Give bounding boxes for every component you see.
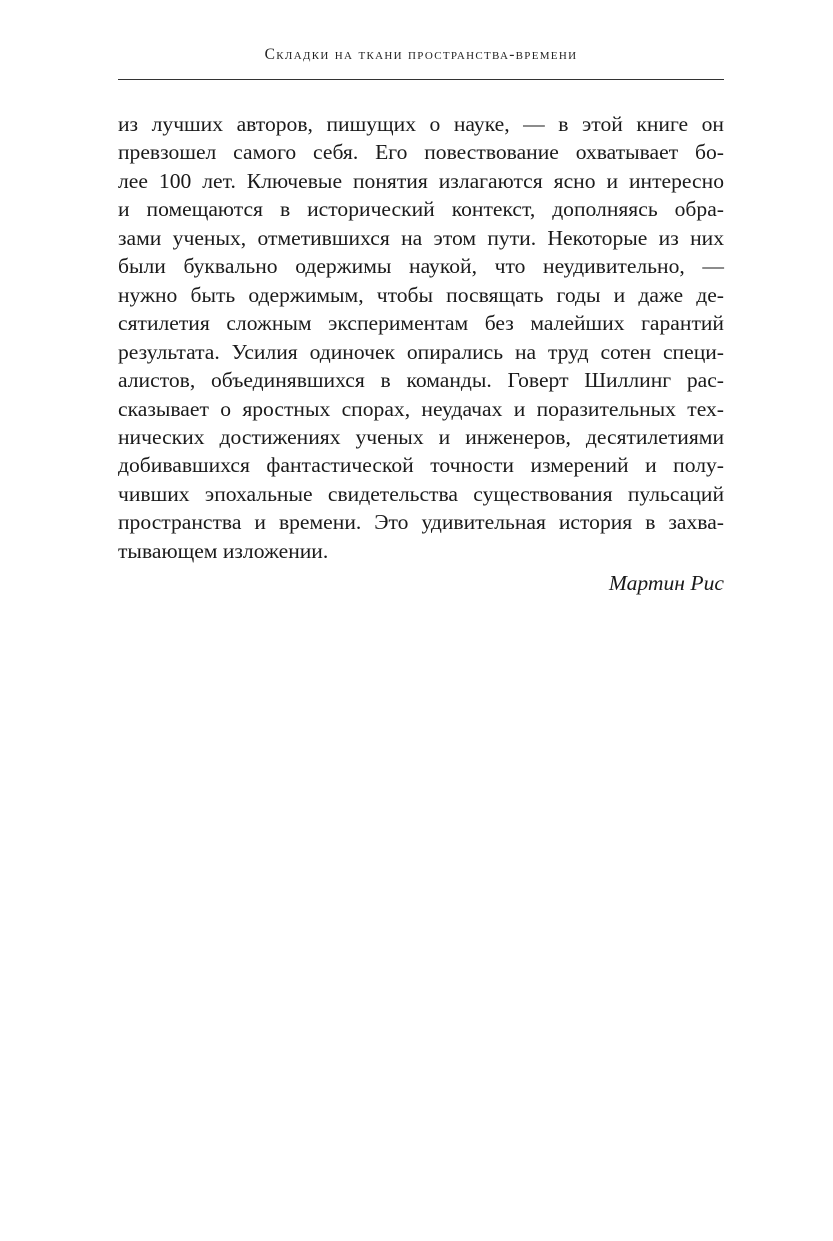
author-signature: Мартин Рис xyxy=(608,571,724,596)
paragraph-line: нужно быть одержимым, чтобы посвящать годы и даже де- xyxy=(118,282,724,307)
header-rule xyxy=(118,79,724,80)
paragraph-line: алистов, объединявшихся в команды. Говерт Шиллинг рас- xyxy=(118,368,724,393)
paragraph-line: тывающем изложении. xyxy=(118,538,329,563)
paragraph-line: и помещаются в исторический контекст, дополняясь обра- xyxy=(118,197,724,222)
paragraph-line: нических достижениях ученых и инженеров, десятилетиями xyxy=(118,424,724,449)
paragraph-line: пространства и времени. Это удивительная история в захва- xyxy=(118,510,724,535)
paragraph-line: результата. Усилия одиночек опирались на труд сотен специ- xyxy=(118,339,724,364)
paragraph-line: добивавшихся фантастической точности измерений и полу- xyxy=(118,453,724,478)
paragraph-line: из лучших авторов, пишущих о науке, — в этой книге он xyxy=(118,112,724,136)
paragraph-line: чивших эпохальные свидетельства существования пульсаций xyxy=(118,481,724,506)
paragraph-line: сятилетия сложным экспериментам без малейших гарантий xyxy=(118,311,724,336)
paragraph-line: сказывает о яростных спорах, неудачах и поразительных тех- xyxy=(118,396,724,421)
paragraph-line: лее 100 лет. Ключевые понятия излагаются ясно и интересно xyxy=(118,168,724,193)
body-paragraph xyxy=(118,110,724,598)
paragraph-line: были буквально одержимы наукой, что неудивительно, — xyxy=(118,254,724,279)
paragraph-line: зами ученых, отметившихся на этом пути. Некоторые из них xyxy=(118,225,724,250)
running-header: Складки на ткани пространства-времени xyxy=(264,46,578,63)
paragraph-line: превзошел самого себя. Его повествование охватывает бо- xyxy=(118,140,724,165)
